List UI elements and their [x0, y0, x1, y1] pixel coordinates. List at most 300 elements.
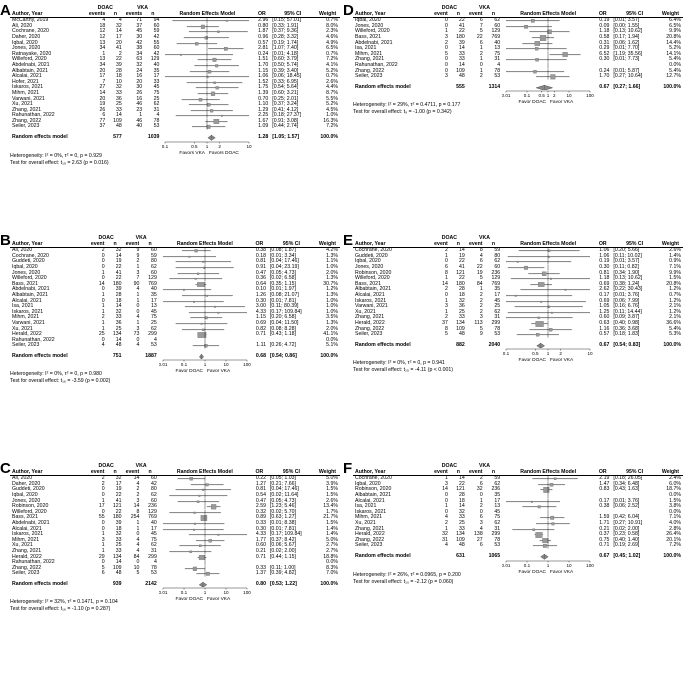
- doac-event: 1: [445, 525, 448, 532]
- confidence-interval: [0.05; 1.03]: [268, 476, 315, 482]
- doac-event: 2: [445, 314, 448, 321]
- study-name: Mihm, 2021: [355, 514, 383, 521]
- confidence-interval: [0.01; 4.18]: [272, 50, 299, 57]
- svg-text:0.1: 0.1: [180, 590, 188, 596]
- vka-event: 1: [136, 263, 140, 270]
- doac-n: 33: [459, 525, 465, 532]
- confidence-interval: [0.13; 10.62]: [613, 275, 643, 282]
- vka-event: 30: [136, 33, 143, 40]
- vka-n-header: n: [148, 240, 152, 247]
- doac-n: 33: [459, 56, 465, 63]
- summary-label: Random effects model: [355, 552, 411, 559]
- confidence-interval: [0.08; 1.87]: [268, 248, 315, 254]
- vka-n: 80: [494, 252, 501, 259]
- vka-event: 26: [136, 89, 143, 96]
- vka-n: 59: [151, 252, 157, 259]
- vka-n: 299: [148, 331, 157, 338]
- vka-event: 2: [136, 491, 140, 498]
- weight: 9.9%: [669, 269, 681, 276]
- panel-letter: E: [343, 232, 354, 249]
- vka-event: 2: [467, 476, 485, 482]
- doac-event: 0: [101, 286, 105, 293]
- doac-event: 32: [442, 531, 448, 538]
- vka-n: 35: [494, 286, 501, 293]
- summary-ci: [0.54; 0.83]: [613, 341, 641, 348]
- doac-n-header: n: [456, 240, 460, 247]
- study-name: Daher, 2020: [12, 33, 41, 40]
- odds-ratio: 1.05: [599, 303, 610, 310]
- odds-ratio: 1.59: [599, 514, 610, 521]
- weight: 26.4%: [666, 531, 681, 538]
- confidence-interval: [0.44; 1.15]: [269, 553, 296, 560]
- vka-n: 299: [491, 531, 501, 538]
- doac-event: 2: [445, 39, 448, 46]
- footnote: [10, 153, 109, 166]
- odds-ratio: 1.52: [258, 78, 269, 85]
- panel-letter: B: [0, 232, 11, 249]
- confidence-interval: [0.35; 1.15]: [269, 280, 296, 287]
- vka-n: 62: [151, 542, 157, 549]
- doac-event: 0: [445, 61, 448, 68]
- vka-event: 34: [136, 50, 143, 57]
- doac-n: 14: [115, 336, 122, 343]
- summary-or: 0.67: [599, 83, 610, 90]
- weight: 41.1%: [323, 331, 338, 338]
- vka-event: 32: [136, 61, 143, 68]
- weight: 1.0%: [326, 112, 338, 119]
- doac-n: 14: [459, 61, 465, 68]
- forest-row-plot: [502, 543, 594, 549]
- summary-vka-n: 2040: [488, 341, 501, 348]
- study-name: Iqbal, 2020: [12, 39, 38, 46]
- doac-header: DOAC: [441, 463, 458, 469]
- study-name: Abdelnabi, 2021: [12, 61, 50, 68]
- weight: 2.6%: [658, 248, 683, 254]
- confidence-interval: [0.26; 4.72]: [269, 342, 296, 349]
- odds-ratio: 0.21: [255, 547, 266, 554]
- doac-n: 25: [459, 308, 465, 315]
- doac-n: 14: [459, 45, 465, 52]
- study-name: Hofer, 2021: [12, 78, 39, 85]
- confidence-interval: [0.13; 10.62]: [613, 28, 643, 35]
- study-name: Willeford, 2020: [12, 275, 47, 282]
- vka-event-header: events: [125, 10, 143, 17]
- vka-n: 59: [153, 28, 160, 35]
- doac-n-header: n: [456, 10, 460, 17]
- vka-n: 94: [144, 18, 161, 24]
- odds-ratio: 1.47: [599, 480, 610, 487]
- vka-n: 129: [148, 275, 157, 282]
- confidence-interval: [0.06; 5.67]: [269, 542, 296, 549]
- panel-letter: D: [343, 2, 354, 19]
- doac-n: 134: [456, 531, 465, 538]
- svg-text:10: 10: [246, 143, 252, 149]
- doac-n: 22: [115, 263, 122, 270]
- doac-n: 18: [459, 291, 465, 298]
- summary-ci: [0.53; 1.22]: [269, 580, 297, 587]
- svg-text:100: 100: [242, 362, 251, 368]
- summary-weight: 100.0%: [320, 352, 338, 359]
- odds-ratio: 2.81: [258, 45, 269, 52]
- svg-text:Favor DOAC: Favor DOAC: [518, 569, 547, 575]
- doac-n: 109: [113, 117, 122, 124]
- study-name: Varwani, 2021: [355, 303, 388, 310]
- study-name: Robinson, 2020: [12, 503, 49, 510]
- vka-event: 3: [479, 314, 483, 321]
- vka-event: 3: [479, 519, 483, 526]
- vka-n: 62: [494, 519, 501, 526]
- weight: 5.3%: [669, 331, 681, 338]
- odds-ratio: 0.30: [255, 297, 266, 304]
- vka-n-header: n: [148, 468, 152, 475]
- odds-ratio: 0.38: [599, 503, 610, 510]
- odds-ratio: 1.70: [599, 73, 610, 80]
- study-name: Isa, 2021: [355, 503, 377, 510]
- confidence-interval: [0.18; 1.83]: [613, 331, 640, 338]
- confidence-interval: [0.27; 10.91]: [613, 519, 643, 526]
- odds-ratio: 0.36: [255, 275, 266, 282]
- summary-ci: [0.45; 1.02]: [613, 552, 641, 559]
- vka-n: 53: [151, 570, 157, 577]
- study-header: Author, Year: [355, 240, 386, 247]
- weight: 8.7%: [326, 89, 338, 96]
- confidence-interval: [0.01; 3.57]: [611, 18, 657, 24]
- doac-n: 32: [107, 476, 124, 482]
- vka-event: 4: [136, 342, 140, 349]
- svg-text:10: 10: [566, 93, 572, 99]
- vka-event: 24: [136, 67, 143, 74]
- weight: 2.6%: [326, 497, 338, 504]
- confidence-interval: [0.06; 1.62]: [613, 39, 640, 46]
- footnote: [10, 371, 110, 384]
- odds-ratio: 0.91: [255, 263, 266, 270]
- doac-header: DOAC: [98, 235, 114, 241]
- odds-ratio: 0.80: [258, 22, 269, 29]
- vka-n: 62: [151, 325, 157, 332]
- odds-ratio: 1.27: [255, 480, 266, 487]
- confidence-interval: [0.20; 5.66]: [611, 248, 657, 254]
- vka-n: 75: [494, 514, 501, 521]
- doac-n: 48: [115, 570, 122, 577]
- odds-ratio: 1.06: [599, 252, 610, 259]
- confidence-interval: [0.27; 10.64]: [613, 73, 643, 80]
- odds-ratio: 0.24: [258, 50, 269, 57]
- summary-label: Random effects model: [12, 352, 68, 359]
- doac-n: 25: [115, 101, 122, 108]
- ci-header: 95% CI: [626, 468, 644, 475]
- doac-event-header: event: [434, 10, 448, 17]
- confidence-interval: [0.02; 6.58]: [269, 275, 296, 282]
- odds-ratio: 1.11: [256, 342, 266, 349]
- weight: 3.5%: [326, 314, 338, 321]
- confidence-interval: [0.08; 21.07]: [269, 291, 299, 298]
- study-name: Ali, 2020: [12, 22, 33, 29]
- odds-ratio: 1.16: [599, 325, 610, 332]
- weight: 5.2%: [326, 67, 338, 74]
- study-name: Bass, 2021: [12, 280, 38, 287]
- doac-event: 1: [102, 50, 106, 57]
- doac-n: 32: [459, 297, 465, 304]
- odds-ratio: 0.57: [258, 39, 269, 46]
- study-name: Ali, 2020: [10, 248, 89, 254]
- doac-n: 41: [115, 45, 122, 52]
- doac-n: 14: [115, 303, 122, 310]
- doac-n: 48: [459, 542, 465, 549]
- doac-event: 0: [445, 22, 448, 29]
- vka-event: 37: [136, 22, 143, 29]
- vka-n: 129: [491, 28, 501, 35]
- weight: 6.4%: [658, 18, 683, 24]
- doac-event: 25: [98, 331, 105, 338]
- vka-event: 73: [133, 331, 140, 338]
- doac-event-header: event: [90, 468, 105, 475]
- confidence-interval: [1.23; 5.46]: [269, 503, 296, 510]
- summary-vka-n: 1039: [147, 134, 160, 141]
- doac-n: 10: [115, 78, 122, 85]
- study-name: Ali, 2020: [10, 476, 89, 482]
- vka-event: 32: [476, 486, 483, 493]
- vka-event: 6: [479, 258, 483, 265]
- doac-n: 39: [115, 286, 122, 293]
- vka-event: 4: [136, 286, 140, 293]
- weight: 1.5%: [326, 519, 338, 526]
- weight: 5.1%: [326, 342, 338, 349]
- confidence-interval: [0.63; 1.27]: [269, 514, 296, 521]
- weight: 0.0%: [326, 559, 338, 566]
- doac-event: 27: [99, 84, 106, 91]
- forest-table: [10, 236, 340, 377]
- study-name: Albabtain, 2021: [355, 491, 392, 498]
- weight: 18.7%: [666, 486, 681, 493]
- weight: 0.0%: [669, 61, 681, 68]
- forest-row-plot: [159, 343, 251, 349]
- footnote: [353, 572, 461, 585]
- odds-ratio: 1.15: [258, 67, 269, 74]
- doac-event: 5: [101, 564, 105, 571]
- confidence-interval: [0.36; 3.68]: [613, 325, 640, 332]
- doac-n: 25: [115, 325, 122, 332]
- doac-event: 34: [99, 45, 106, 52]
- doac-n: 25: [459, 519, 465, 526]
- doac-event: 5: [445, 331, 448, 338]
- confidence-interval: [0.60; 3.79]: [272, 56, 299, 63]
- footnote: [353, 102, 460, 115]
- confidence-interval: [0.91; 3.08]: [272, 117, 299, 124]
- weight: 14.4%: [666, 39, 681, 46]
- vka-event: 30: [136, 84, 143, 91]
- odds-ratio: 0.96: [258, 33, 269, 40]
- doac-event: 4: [87, 18, 107, 24]
- study-name: Iqbal, 2020: [355, 480, 381, 487]
- doac-event: 0: [101, 525, 105, 532]
- vka-n: 4: [153, 559, 157, 566]
- study-name: Ratnayake, 2020: [12, 50, 52, 57]
- vka-n: 75: [153, 89, 160, 96]
- vka-event: 2: [479, 297, 483, 304]
- odds-ratio: 0.69: [599, 280, 610, 287]
- confidence-interval: [0.33; 6.95]: [272, 78, 299, 85]
- weight: 4.6%: [326, 33, 338, 40]
- doac-event: 0: [101, 486, 105, 493]
- svg-text:2: 2: [218, 143, 222, 149]
- weight: 1.0%: [326, 308, 338, 315]
- vka-n: 42: [153, 33, 160, 40]
- vka-event-header: event: [468, 468, 483, 475]
- study-name: Albabtain, 2021: [12, 67, 49, 74]
- doac-n: 180: [456, 280, 465, 287]
- doac-n: 121: [456, 486, 465, 493]
- svg-text:0.1: 0.1: [162, 143, 169, 149]
- model-header: Random Effects Model: [176, 468, 233, 475]
- confidence-interval: [0.37; 3.24]: [272, 101, 299, 108]
- doac-event: 0: [101, 508, 105, 515]
- vka-event: 9: [136, 252, 140, 259]
- doac-n: 18: [459, 497, 465, 504]
- doac-event: 2: [432, 248, 450, 254]
- vka-event: 2: [136, 486, 140, 493]
- doac-n: 32: [115, 84, 122, 91]
- weight: 1.5%: [326, 491, 338, 498]
- summary-ci: [1.05; 1.57]: [272, 134, 300, 141]
- doac-n: 33: [115, 89, 122, 96]
- vka-event: 1: [479, 67, 483, 74]
- doac-n: 48: [459, 331, 465, 338]
- odds-ratio: 2.19: [594, 476, 611, 482]
- doac-event: 2: [89, 248, 107, 254]
- vka-event: 3: [136, 269, 140, 276]
- study-name: Cochrane, 2020: [12, 28, 49, 35]
- doac-event: 13: [99, 39, 106, 46]
- doac-n: 32: [459, 508, 465, 515]
- weight: 7.0%: [326, 570, 338, 577]
- odds-ratio: 0.60: [255, 542, 266, 549]
- weight: 5.0%: [326, 536, 338, 543]
- doac-event: 2: [445, 286, 448, 293]
- ci-header: 95% CI: [626, 10, 644, 17]
- odds-ratio: 1.51: [258, 56, 269, 63]
- model-header: Random Effects Model: [520, 10, 577, 17]
- doac-event: 20: [99, 95, 106, 102]
- study-name: Cochrane, 2020: [12, 252, 49, 259]
- vka-event: 4: [136, 314, 140, 321]
- vka-event: 0: [136, 303, 140, 310]
- summary-doac-n: 555: [456, 83, 465, 90]
- odds-ratio: 0.75: [599, 536, 610, 543]
- doac-event: 3: [445, 303, 448, 310]
- svg-text:1: 1: [203, 590, 207, 596]
- vka-n: 62: [494, 480, 501, 487]
- odds-ratio: 6.52: [599, 50, 610, 57]
- ci-header: 95% CI: [282, 240, 300, 247]
- study-name: Jones, 2020: [12, 45, 41, 52]
- confidence-interval: [0.15; 57.01]: [270, 18, 315, 24]
- doac-event: 2: [101, 314, 105, 321]
- doac-n: 14: [459, 503, 465, 510]
- vka-n: 62: [151, 491, 157, 498]
- study-name: Iskaros, 2021: [355, 508, 387, 515]
- doac-n: 134: [112, 331, 122, 338]
- confidence-interval: [0.38; 1.24]: [613, 280, 640, 287]
- svg-text:10: 10: [566, 562, 572, 568]
- weight: 1.1%: [326, 258, 338, 265]
- doac-n: 22: [115, 491, 122, 498]
- odds-ratio: 1.10: [258, 101, 269, 108]
- svg-text:Favor DOAC: Favor DOAC: [518, 100, 547, 106]
- odds-ratio: 0.09: [599, 22, 610, 29]
- vka-n: 42: [153, 50, 160, 57]
- doac-n: 41: [115, 269, 122, 276]
- vka-n: 31: [151, 547, 157, 554]
- vka-n: 13: [494, 503, 501, 510]
- doac-n: 14: [115, 112, 122, 119]
- study-name: Willeford, 2020: [12, 508, 47, 515]
- vka-event: 10: [133, 564, 140, 571]
- odds-ratio: 1.09: [258, 123, 269, 130]
- doac-n-header: n: [113, 468, 117, 475]
- study-name: Varwani, 2021: [12, 319, 45, 326]
- vka-event: 20: [136, 78, 143, 85]
- svg-text:0.5: 0.5: [532, 351, 539, 357]
- doac-event: 1: [101, 291, 105, 298]
- study-name: Seiler, 2023: [12, 342, 40, 349]
- confidence-interval: [0.50; 5.74]: [272, 61, 299, 68]
- doac-event: 77: [99, 117, 106, 124]
- vka-event: 14: [133, 503, 140, 510]
- vka-n: 4: [156, 112, 160, 119]
- confidence-interval: [0.00; 1.55]: [613, 22, 640, 29]
- weight: 7.2%: [326, 123, 338, 130]
- weight: 0.0%: [326, 336, 338, 343]
- study-name: Iskaros, 2021: [12, 531, 44, 538]
- study-name: Alcalai, 2021: [12, 525, 42, 532]
- vka-n: 236: [491, 269, 501, 276]
- doac-event: 37: [442, 319, 448, 326]
- overall-effect-text: Test for overall effect: t₉ = -1.00 (p = 0.342): [353, 108, 452, 115]
- doac-event: 0: [101, 559, 105, 566]
- confidence-interval: [0.23; 0.58]: [613, 531, 640, 538]
- vka-event: 113: [474, 319, 483, 326]
- vka-event: 1: [479, 45, 483, 52]
- vka-event: 38: [136, 45, 143, 52]
- doac-event-header: event: [434, 240, 448, 247]
- doac-event: 4: [101, 342, 105, 349]
- weight: 5.0%: [315, 476, 340, 482]
- heterogeneity-text: Heterogeneity: I² = 29%, τ² = 0.4711, p = 0.177: [353, 102, 461, 108]
- vka-n: 75: [494, 50, 501, 57]
- vka-n: 45: [494, 297, 501, 304]
- confidence-interval: [0.01; 7.81]: [269, 297, 296, 304]
- doac-n: 39: [115, 519, 122, 526]
- vka-n: 17: [151, 525, 157, 532]
- study-name: Alcalai, 2021: [355, 291, 385, 298]
- vka-n: 78: [153, 117, 160, 124]
- forest-table: [10, 6, 340, 159]
- weight: 18.8%: [323, 553, 338, 560]
- weight: 2.4%: [658, 476, 683, 482]
- weight: 1.3%: [326, 275, 338, 282]
- doac-n: 18: [115, 73, 122, 80]
- doac-n: 48: [459, 73, 465, 80]
- study-name: McCarthy, 2019: [10, 18, 87, 24]
- doac-n: 180: [112, 514, 122, 521]
- doac-n: 32: [115, 22, 122, 29]
- doac-event: 0: [445, 56, 448, 63]
- summary-or: 1.28: [258, 134, 269, 141]
- doac-header: DOAC: [97, 5, 113, 11]
- ci-header: 95% CI: [626, 240, 644, 247]
- doac-n: 14: [115, 559, 122, 566]
- study-name: Xu, 2021: [12, 101, 33, 108]
